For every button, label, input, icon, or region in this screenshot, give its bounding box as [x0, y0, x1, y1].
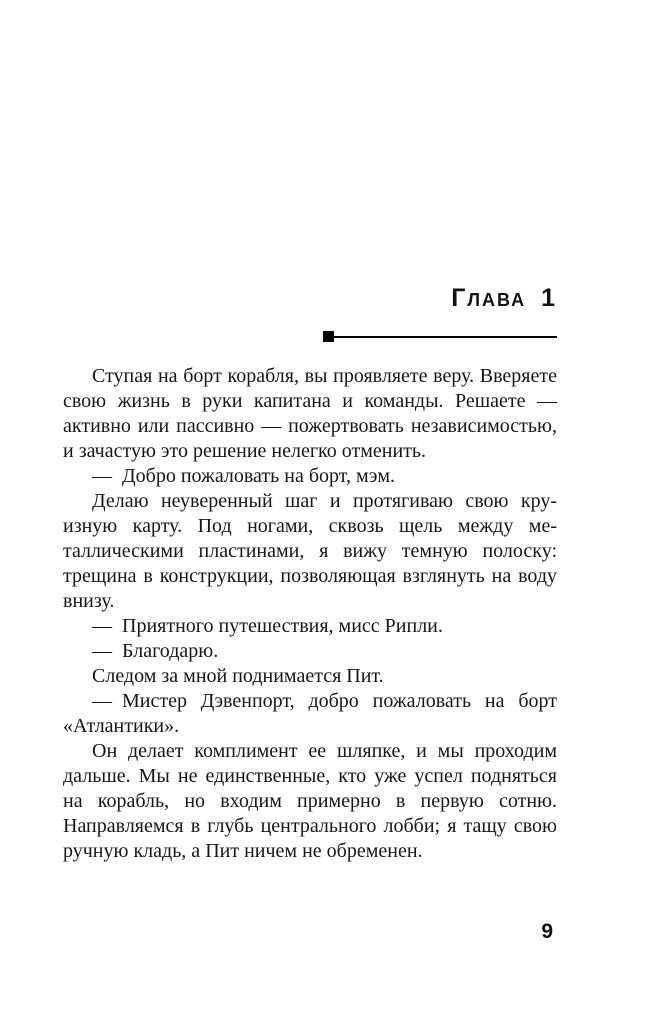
chapter-divider: [323, 331, 557, 342]
square-bullet-icon: [323, 331, 334, 342]
chapter-heading: Глава 1: [451, 284, 557, 312]
paragraph: — Мистер Дэвенпорт, добро пожаловать на борт «Атлантики».: [63, 690, 557, 737]
paragraph: — Благодарю.: [92, 640, 219, 662]
paragraph: — Приятного путешествия, мисс Рипли.: [92, 615, 443, 637]
paragraph: — Добро пожаловать на борт, мэм.: [92, 465, 395, 487]
text-block: [63, 364, 557, 864]
divider-line: [334, 336, 557, 338]
paragraph: Он делает комплимент ее шляпке, и мы проходим дальше. Мы не единственные, кто уже успел подняться на корабль, но входим примерно в первую сотню. Направляемся в глубь центрального лобби; я тащу свою ручную кладь, а Пит ничем не обременен.: [63, 740, 557, 862]
paragraph: Следом за мной поднимается Пит.: [92, 665, 384, 687]
paragraph: Делаю неуверенный шаг и протягиваю свою круизную карту. Под ногами, сквозь щель между металлическими пластинами, я вижу темную полоску: трещина в конструкции, позволяющая взглянуть на воду внизу.: [63, 490, 557, 612]
paragraph: Ступая на борт корабля, вы проявляете веру. Вверяете свою жизнь в руки капитана и команды. Решаете — активно или пассивно — пожертвовать независимостью, и зачастую это решение нелегко отменить.: [63, 365, 557, 462]
page-number: 9: [541, 920, 553, 943]
